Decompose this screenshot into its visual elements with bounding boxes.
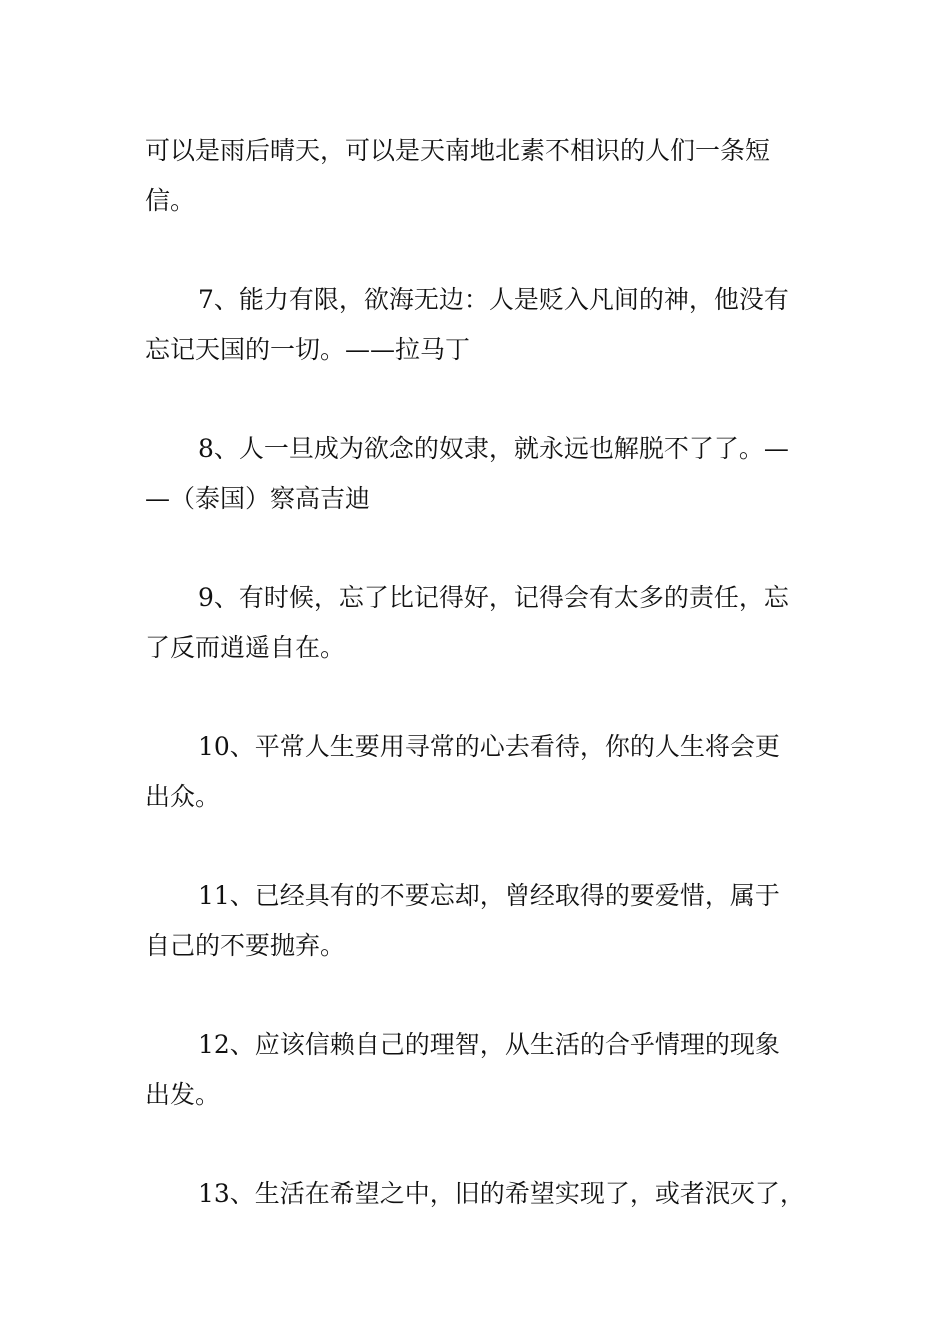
quote-item-8-line-2: —（泰国）察高吉迪 [145, 484, 371, 513]
quote-item-11-line-1: 11、已经具有的不要忘却，曾经取得的要爱惜，属于 [198, 881, 780, 910]
paragraph-line: 可以是雨后晴天，可以是天南地北素不相识的人们一条短 [145, 136, 771, 165]
quote-item-12-line-1: 12、应该信赖自己的理智，从生活的合乎情理的现象 [198, 1030, 780, 1059]
quote-item-10-line-2: 出众。 [145, 782, 221, 811]
quote-item-9-line-2: 了反而逍遥自在。 [145, 633, 346, 662]
quote-item-11-line-2: 自己的不要抛弃。 [145, 931, 346, 960]
quote-item-7-line-2: 忘记天国的一切。——拉马丁 [145, 335, 471, 364]
quote-item-10-line-1: 10、平常人生要用寻常的心去看待，你的人生将会更 [198, 732, 780, 761]
quote-item-13-line-1: 13、生活在希望之中，旧的希望实现了，或者泯灭了， [198, 1179, 805, 1208]
paragraph-line: 信。 [145, 186, 196, 215]
quote-item-8-line-1: 8、人一旦成为欲念的奴隶，就永远也解脱不了了。— [198, 434, 789, 463]
quote-item-9-line-1: 9、有时候，忘了比记得好，记得会有太多的责任，忘 [198, 583, 789, 612]
quote-item-12-line-2: 出发。 [145, 1080, 221, 1109]
quote-item-7-line-1: 7、能力有限，欲海无边：人是贬入凡间的神，他没有 [198, 285, 789, 314]
